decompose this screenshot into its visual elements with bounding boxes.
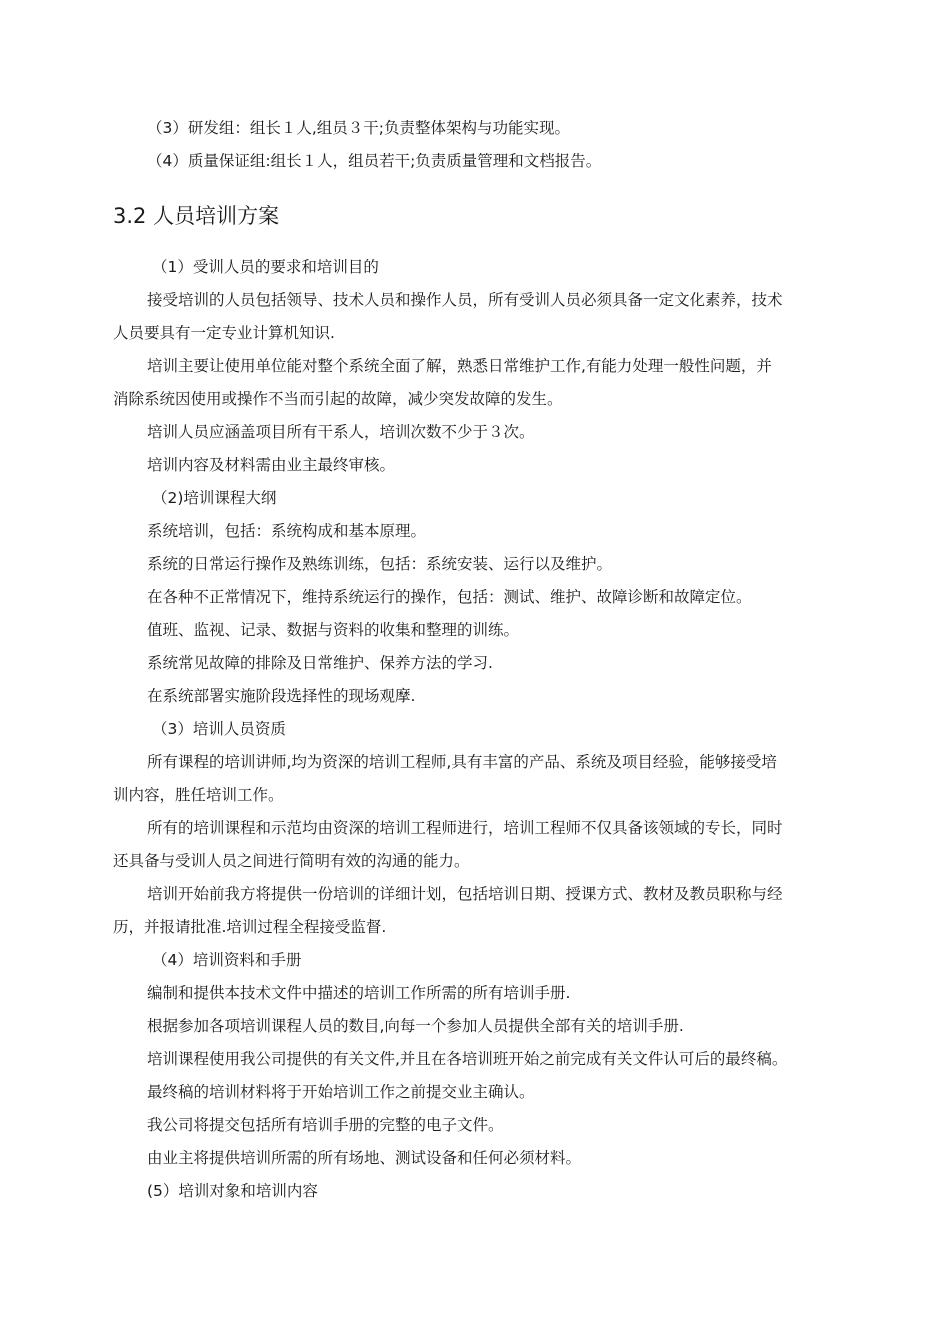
subheading: （2)培训课程大纲	[152, 489, 277, 507]
paragraph-line: 编制和提供本技术文件中描述的培训工作所需的所有培训手册.	[147, 984, 571, 1002]
subheading: (5）培训对象和培训内容	[147, 1182, 318, 1200]
paragraph-line: 系统常见故障的排除及日常维护、保养方法的学习.	[147, 654, 493, 672]
paragraph-line: 所有的培训课程和示范均由资深的培训工程师进行，培训工程师不仅具备该领域的专长，同时	[147, 819, 783, 837]
list-item: （3）研发组：组长１人,组员３干;负责整体架构与功能实现。	[147, 119, 571, 137]
paragraph-line: 在系统部署实施阶段选择性的现场观摩.	[147, 687, 416, 705]
list-item: （4）质量保证组:组长１人，组员若干;负责质量管理和文档报告。	[147, 152, 602, 170]
paragraph-line: 历，并报请批准.培训过程全程接受监督.	[113, 918, 387, 936]
paragraph-line: 接受培训的人员包括领导、技术人员和操作人员，所有受训人员必须具备一定文化素养，技术	[147, 291, 783, 309]
paragraph-line: 还具备与受训人员之间进行简明有效的沟通的能力。	[113, 852, 470, 870]
paragraph-line: 训内容，胜任培训工作。	[113, 786, 284, 804]
paragraph-line: 所有课程的培训讲师,均为资深的培训工程师,具有丰富的产品、系统及项目经验，能够接受培	[147, 753, 777, 771]
paragraph-line: 在各种不正常情况下，维持系统运行的操作，包括：测试、维护、故障诊断和故障定位。	[147, 588, 752, 606]
paragraph-line: 培训人员应涵盖项目所有干系人，培训次数不少于３次。	[147, 423, 535, 441]
subheading: （1）受训人员的要求和培训目的	[152, 258, 379, 276]
paragraph-line: 最终稿的培训材料将于开始培训工作之前提交业主确认。	[147, 1083, 535, 1101]
paragraph-line: 系统培训，包括：系统构成和基本原理。	[147, 522, 427, 540]
paragraph-line: 消除系统因使用或操作不当而引起的故障，减少突发故障的发生。	[113, 390, 563, 408]
paragraph-line: 根据参加各项培训课程人员的数目,向每一个参加人员提供全部有关的培训手册.	[147, 1017, 684, 1035]
paragraph-line: 培训开始前我方将提供一份培训的详细计划，包括培训日期、授课方式、教材及教员职称与经	[147, 885, 783, 903]
paragraph-line: 培训主要让使用单位能对整个系统全面了解，熟悉日常维护工作,有能力处理一般性问题，并	[147, 357, 772, 375]
paragraph-line: 培训课程使用我公司提供的有关文件,并且在各培训班开始之前完成有关文件认可后的最终稿。	[147, 1050, 788, 1068]
section-heading: 3.2 人员培训方案	[113, 204, 280, 228]
paragraph-line: 我公司将提交包括所有培训手册的完整的电子文件。	[147, 1116, 504, 1134]
paragraph-line: 值班、监视、记录、数据与资料的收集和整理的训练。	[147, 621, 520, 639]
subheading: （3）培训人员资质	[152, 720, 286, 738]
subheading: （4）培训资料和手册	[152, 951, 302, 969]
paragraph-line: 由业主将提供培训所需的所有场地、测试设备和任何必须材料。	[147, 1149, 582, 1167]
paragraph-line: 系统的日常运行操作及熟练训练，包括：系统安装、运行以及维护。	[147, 555, 613, 573]
paragraph-line: 培训内容及材料需由业主最终审核。	[147, 456, 396, 474]
paragraph-line: 人员要具有一定专业计算机知识.	[113, 324, 335, 342]
